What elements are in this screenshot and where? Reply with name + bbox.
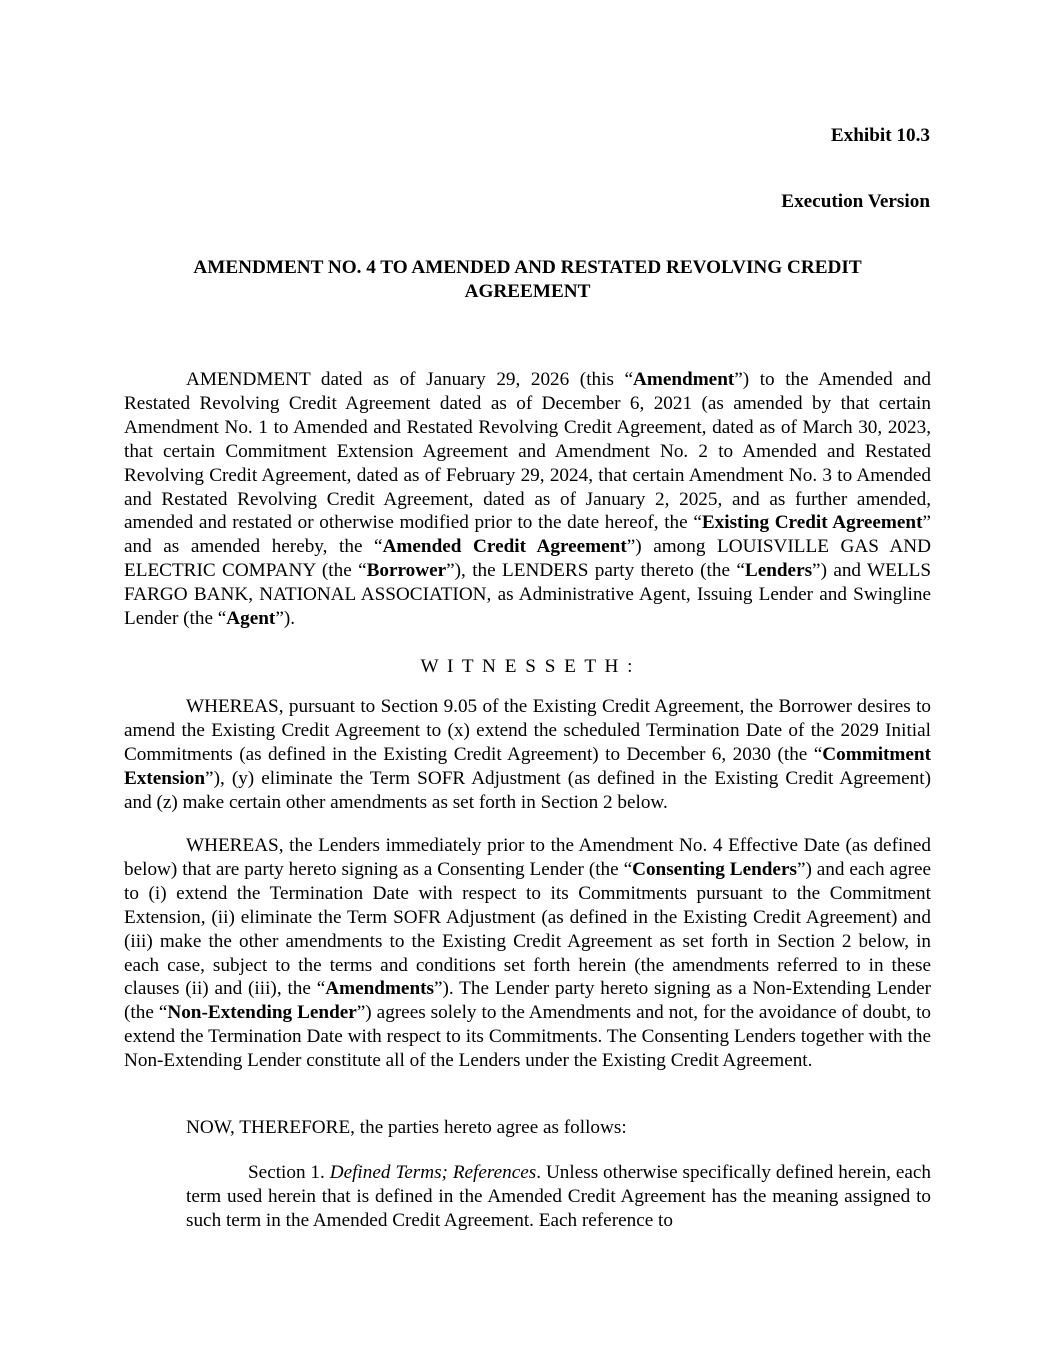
- whereas-text: ”), (y) eliminate the Term SOFR Adjustment (as defined in the Existing Credit Agreement) and (z) make certain other amendments as set forth in Section 2 below.: [124, 767, 931, 813]
- defined-term-borrower: Borrower: [366, 560, 447, 582]
- defined-term-consenting-lenders: Consenting Lenders: [632, 858, 797, 880]
- defined-term-lenders: Lenders: [744, 560, 813, 582]
- document-title: [124, 256, 931, 304]
- defined-term-existing-credit-agreement: Existing Credit Agreement: [701, 512, 923, 534]
- intro-text: AMENDMENT dated as of January 29, 2026 (this “: [186, 369, 633, 390]
- defined-term-non-extending-lender: Non-Extending Lender: [167, 1002, 357, 1024]
- whereas-paragraph-2: [124, 834, 931, 1073]
- defined-term-amended-credit-agreement: Amended Credit Agreement: [382, 536, 627, 558]
- whereas-paragraph-1: [124, 695, 931, 815]
- intro-text: ”), the LENDERS party thereto (the “: [446, 560, 745, 582]
- intro-text: ”) among LOUISVILLE GAS AND ELECTRIC COMPANY (the “: [124, 536, 931, 582]
- whereas-text: WHEREAS, the Lenders immediately prior to the Amendment No. 4 Effective Date (as defined below) that are party hereto signing as a Consenting Lender (the “: [124, 835, 931, 880]
- title-line-1: AMENDMENT NO. 4 TO AMENDED AND RESTATED REVOLVING CREDIT: [193, 257, 862, 278]
- version-label: Execution Version: [781, 191, 930, 212]
- section-text: . Unless otherwise specifically defined herein, each term used herein that is defined in the Amended Credit Agreement has the meaning assigned to such term in the Amended Credit Agreement. Each reference to: [186, 1162, 931, 1231]
- now-therefore-paragraph: NOW, THEREFORE, the parties hereto agree as follows:: [186, 1117, 627, 1138]
- section-number: Section 1.: [248, 1162, 325, 1183]
- whereas-text: ”) agrees solely to the Amendments and not, for the avoidance of doubt, to extend the Termination Date with respect to its Commitments. The Consenting Lenders together with the Non-Extending Lender constitute all of the Lenders under the Existing Credit Agreement.: [124, 1002, 931, 1072]
- defined-term-amendment: Amendment: [633, 369, 735, 390]
- section-heading: Defined Terms; References: [329, 1162, 537, 1183]
- section-1-paragraph: [186, 1161, 931, 1233]
- whereas-text: WHEREAS, pursuant to Section 9.05 of the Existing Credit Agreement, the Borrower desires to amend the Existing Credit Agreement to (x) extend the scheduled Termination Date of the 2029 Initial Commitments (as defined in the Existing Credit Agreement) to December 6, 2030 (the “: [124, 696, 931, 765]
- witnesseth-heading: W I T N E S S E T H :: [420, 656, 635, 677]
- defined-term-commitment-extension: Commitment Extension: [124, 743, 931, 789]
- whereas-text: ”). The Lender party hereto signing as a Non-Extending Lender (the “: [124, 978, 931, 1024]
- exhibit-label: Exhibit 10.3: [830, 125, 930, 146]
- intro-text: ”) to the Amended and Restated Revolving Credit Agreement dated as of December 6, 2021 (as amended by that certain Amendment No. 1 to Amended and Restated Revolving Credit Agreement, dated as of March 30, 2023, that certain Commitment Extension Agreement and Amendment No. 2 to Amended and Restated Revolving Credit Agreement, dated as of February 29, 2024, that certain Amendment No. 3 to Amended and Restated Revolving Credit Agreement, dated as of January 2, 2025, and as further amended, amended and restated or otherwise modified prior to the date hereof, the “: [124, 369, 932, 534]
- intro-paragraph: [124, 368, 931, 631]
- intro-text: ”) and WELLS FARGO BANK, NATIONAL ASSOCIATION, as Administrative Agent, Issuing Lender and Swingline Lender (the “: [124, 560, 931, 630]
- defined-term-amendments: Amendments: [325, 978, 434, 1000]
- defined-term-agent: Agent: [226, 608, 276, 630]
- intro-text: ”).: [275, 608, 296, 630]
- intro-text: ” and as amended hereby, the “: [124, 512, 931, 558]
- whereas-text: ”) and each agree to (i) extend the Termination Date with respect to its Commitments pursuant to the Commitment Extension, (ii) eliminate the Term SOFR Adjustment (as defined in the Existing Credit Agreement) and (iii) make the other amendments to the Existing Credit Agreement as set forth in Section 2 below, in each case, subject to the terms and conditions set forth herein (the amendments referred to in these clauses (ii) and (iii), the “: [124, 858, 931, 1000]
- title-line-2: AGREEMENT: [464, 280, 591, 302]
